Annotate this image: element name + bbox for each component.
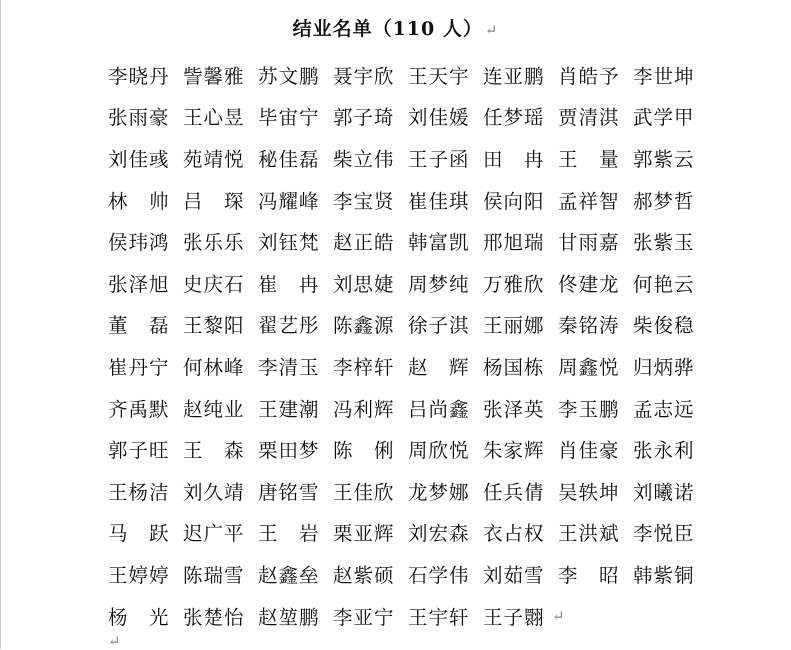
name-cell: 郭子琦 (333, 106, 395, 130)
name-cell: 史庆石 (183, 272, 245, 296)
name-cell: 刘宏森 (408, 522, 470, 546)
name-cell: 陈瑞雪 (183, 563, 245, 587)
name-cell: 苏文鹏 (258, 64, 320, 88)
name-list (108, 54, 728, 636)
name-cell: 毕宙宁 (258, 106, 320, 130)
name-cell: 韩富凯 (408, 231, 470, 255)
name-cell: 刘曦诺 (633, 480, 695, 504)
name-cell: 董 磊 (108, 314, 170, 338)
name-row (108, 96, 728, 138)
name-row (108, 345, 728, 387)
name-cell: 任兵倩 (483, 480, 545, 504)
name-cell: 李清玉 (258, 355, 320, 379)
name-cell: 吕 琛 (183, 189, 245, 213)
name-row (108, 137, 728, 179)
name-cell: 李梓轩 (333, 355, 395, 379)
name-cell: 赵紫硕 (333, 563, 395, 587)
name-cell: 冯利辉 (333, 397, 395, 421)
name-cell: 王子函 (408, 147, 470, 171)
name-row (108, 553, 728, 595)
name-cell: 连亚鹏 (483, 64, 545, 88)
name-row (108, 179, 728, 221)
name-cell: 柴俊稳 (633, 314, 695, 338)
name-cell: 郭子旺 (108, 439, 170, 463)
name-cell: 王 森 (183, 439, 245, 463)
name-cell: 王佳欣 (333, 480, 395, 504)
name-cell: 刘佳媛 (408, 106, 470, 130)
name-cell: 孟志远 (633, 397, 695, 421)
name-cell: 甘雨嘉 (558, 231, 620, 255)
name-cell: 王婷婷 (108, 563, 170, 587)
name-cell: 张泽旭 (108, 272, 170, 296)
name-cell: 栗亚辉 (333, 522, 395, 546)
name-cell: 周梦纯 (408, 272, 470, 296)
name-cell: 王建潮 (258, 397, 320, 421)
name-cell: 崔 冉 (258, 272, 320, 296)
empty-paragraph-mark-icon: ↵ (108, 632, 121, 650)
name-cell: 李亚宁 (333, 605, 395, 629)
name-cell: 崔丹宁 (108, 355, 170, 379)
name-row (108, 304, 728, 346)
name-cell: 王丽娜 (483, 314, 545, 338)
name-cell: 万雅欣 (483, 272, 545, 296)
paragraph-mark-icon: ↵ (484, 21, 499, 39)
name-cell: 马 跃 (108, 522, 170, 546)
name-cell: 柴立伟 (333, 147, 395, 171)
name-cell: 贾清淇 (558, 106, 620, 130)
name-cell: 苑靖悦 (183, 147, 245, 171)
name-cell: 佟建龙 (558, 272, 620, 296)
name-cell: 刘钰梵 (258, 231, 320, 255)
name-cell: 栗田梦 (258, 439, 320, 463)
name-row (108, 512, 728, 554)
name-row (108, 428, 728, 470)
name-row (108, 220, 728, 262)
name-cell: 孟祥智 (558, 189, 620, 213)
name-cell: 周鑫悦 (558, 355, 620, 379)
name-cell: 侯玮鸿 (108, 231, 170, 255)
name-cell: 吕尚鑫 (408, 397, 470, 421)
name-cell: 张紫玉 (633, 231, 695, 255)
name-cell: 冯耀峰 (258, 189, 320, 213)
name-cell: 张永利 (633, 439, 695, 463)
name-cell: 郭紫云 (633, 147, 695, 171)
name-cell: 刘思婕 (333, 272, 395, 296)
name-cell: 唐铭雪 (258, 480, 320, 504)
name-cell: 王洪斌 (558, 522, 620, 546)
name-cell: 张乐乐 (183, 231, 245, 255)
name-cell: 邢旭瑞 (483, 231, 545, 255)
name-cell: 赵鑫垒 (258, 563, 320, 587)
name-cell: 秦铭涛 (558, 314, 620, 338)
name-cell: 杨 光 (108, 605, 170, 629)
name-cell: 武学甲 (633, 106, 695, 130)
name-cell: 刘佳彧 (108, 147, 170, 171)
name-cell: 李玉鹏 (558, 397, 620, 421)
name-cell: 王 量 (558, 147, 620, 171)
name-cell: 王心昱 (183, 106, 245, 130)
name-cell: 王杨洁 (108, 480, 170, 504)
name-cell: 翟艺彤 (258, 314, 320, 338)
name-cell: 林 帅 (108, 189, 170, 213)
name-cell: 訾馨雅 (183, 64, 245, 88)
paragraph-mark-icon: ↵ (552, 606, 565, 625)
name-cell: 杨国栋 (483, 355, 545, 379)
name-cell: 刘久靖 (183, 480, 245, 504)
name-cell: 肖皓予 (558, 64, 620, 88)
name-cell: 赵正皓 (333, 231, 395, 255)
name-cell: 吴轶坤 (558, 480, 620, 504)
name-cell: 王黎阳 (183, 314, 245, 338)
name-cell: 李晓丹 (108, 64, 170, 88)
name-cell: 王 岩 (258, 522, 320, 546)
name-cell: 秘佳磊 (258, 147, 320, 171)
name-cell: 石学伟 (408, 563, 470, 587)
name-cell: 陈鑫源 (333, 314, 395, 338)
name-cell: 任梦瑶 (483, 106, 545, 130)
name-cell: 王宇轩 (408, 605, 470, 629)
title-text: 结业名单（110 人） (292, 18, 483, 40)
name-cell: 赵堃鹏 (258, 605, 320, 629)
name-cell: 徐子淇 (408, 314, 470, 338)
name-cell: 张泽英 (483, 397, 545, 421)
name-cell: 王子翾 (483, 605, 545, 629)
page-edge-rule (0, 0, 1, 649)
name-cell: 肖佳豪 (558, 439, 620, 463)
name-cell: 王天宇 (408, 64, 470, 88)
name-cell: 李世坤 (633, 64, 695, 88)
name-cell: 朱家辉 (483, 439, 545, 463)
name-cell: 张雨豪 (108, 106, 170, 130)
name-cell: 田 冉 (483, 147, 545, 171)
name-cell: 张楚怡 (183, 605, 245, 629)
name-cell: 周欣悦 (408, 439, 470, 463)
name-row (108, 595, 728, 637)
name-row (108, 387, 728, 429)
name-row (108, 470, 728, 512)
name-cell: 李 昭 (558, 563, 620, 587)
name-cell: 聂宇欣 (333, 64, 395, 88)
name-cell: 陈 俐 (333, 439, 395, 463)
name-cell: 何艳云 (633, 272, 695, 296)
name-cell: 迟广平 (183, 522, 245, 546)
name-cell: 齐禹默 (108, 397, 170, 421)
name-cell: 龙梦娜 (408, 480, 470, 504)
name-row (108, 262, 728, 304)
name-row (108, 54, 728, 96)
name-cell: 归炳骅 (633, 355, 695, 379)
name-cell: 韩紫铜 (633, 563, 695, 587)
name-cell: 衣占权 (483, 522, 545, 546)
document-title (0, 14, 791, 41)
name-cell: 郝梦哲 (633, 189, 695, 213)
name-cell: 刘茹雪 (483, 563, 545, 587)
name-cell: 何林峰 (183, 355, 245, 379)
name-cell: 赵纯业 (183, 397, 245, 421)
name-cell: 赵 辉 (408, 355, 470, 379)
name-cell: 李宝贤 (333, 189, 395, 213)
name-cell: 李悦臣 (633, 522, 695, 546)
name-cell: 崔佳琪 (408, 189, 470, 213)
name-cell: 侯向阳 (483, 189, 545, 213)
